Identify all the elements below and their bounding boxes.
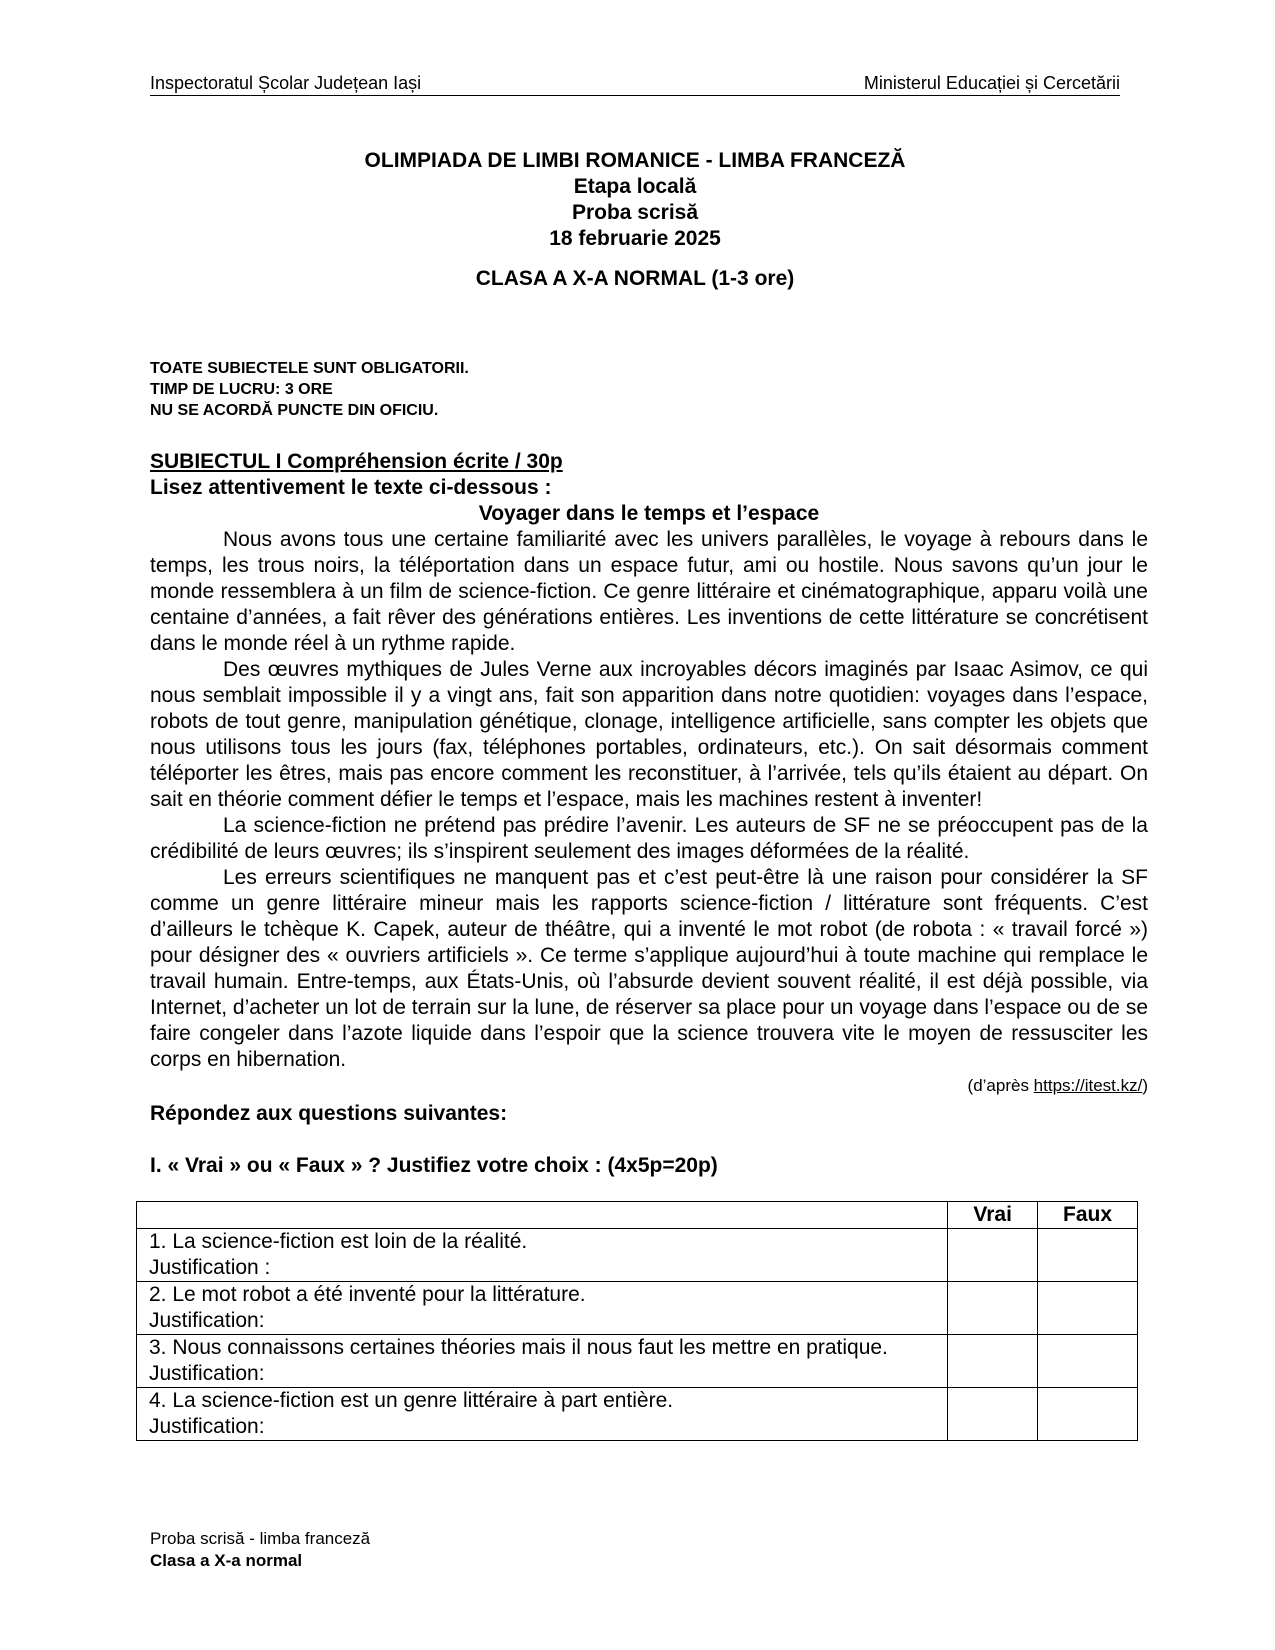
test-type-title: Proba scrisă (571, 201, 699, 224)
faux-cell[interactable] (1038, 1335, 1138, 1388)
subject-title: SUBIECTUL I Compréhension écrite / 30p (150, 450, 563, 473)
exam-date: 18 februarie 2025 (549, 227, 721, 250)
page-footer (150, 1528, 370, 1572)
vrai-cell[interactable] (948, 1229, 1038, 1282)
exam-rules (150, 358, 469, 421)
source-suffix: ) (1142, 1076, 1148, 1095)
justification-label[interactable]: Justification: (149, 1415, 265, 1438)
faux-cell[interactable] (1038, 1229, 1138, 1282)
footer-line-1: Proba scrisă - limba franceză (150, 1529, 371, 1548)
table-header-row (137, 1202, 1138, 1229)
justification-label[interactable]: Justification: (149, 1362, 265, 1385)
part-heading: I. « Vrai » ou « Faux » ? Justifiez votre choix : (4x5p=20p) (150, 1154, 718, 1177)
table-row (137, 1388, 1138, 1441)
text-paragraph: Nous avons tous une certaine familiarité avec les univers parallèles, le voyage à rebours dans le temps, les trous noirs, la téléportation dans un espace futur, ami ou hostile. Nous savons qu’un jour le monde ressemblera à un film de science-fiction. Ce genre littéraire et cinématographique, apparu voilà une centaine d’années, a fait rêver des générations entières. Les inventions de cette littérature se concrétisent dans le monde réel à un rythme rapide. (150, 528, 1148, 655)
vrai-cell[interactable] (948, 1388, 1038, 1441)
olympiad-title: OLIMPIADA DE LIMBI ROMANICE - LIMBA FRANCEZĂ (364, 149, 906, 172)
header-left: Inspectoratul Școlar Județean Iași (150, 73, 422, 93)
stage-title: Etapa locală (573, 175, 697, 198)
source-prefix: (d’après (967, 1076, 1034, 1095)
header-right: Ministerul Educației și Cercetării (863, 73, 1120, 93)
text-source (150, 1075, 1148, 1097)
faux-cell[interactable] (1038, 1282, 1138, 1335)
answer-heading: Répondez aux questions suivantes: (150, 1102, 508, 1125)
exam-titles (150, 148, 1120, 292)
text-paragraph: La science-fiction ne prétend pas prédire l’avenir. Les auteurs de SF ne se préoccupent pas de la crédibilité de leurs œuvres; ils s’inspirent seulement des images déformées de la réalité. (150, 814, 1148, 863)
rule-line: TIMP DE LUCRU: 3 ORE (150, 381, 333, 398)
statement-cell (137, 1335, 948, 1388)
true-false-table (136, 1201, 1138, 1441)
source-link[interactable]: https://itest.kz/ (1033, 1076, 1143, 1095)
subject-section (150, 449, 1148, 1179)
faux-header: Faux (1038, 1202, 1138, 1229)
statement-text: 2. Le mot robot a été inventé pour la littérature. (149, 1283, 586, 1306)
text-paragraph: Les erreurs scientifiques ne manquent pas et c’est peut-être là une raison pour considérer la SF comme un genre littéraire mineur mais les rapports science-fiction / littérature sont fréquents. C’est d’ailleurs le tchèque K. Capek, auteur de théâtre, qui a inventé le mot robot (de robota : « travail forcé ») pour désigner des « ouvriers artificiels ». Ce terme s’applique aujourd’hui à toute machine qui remplace le travail humain. Entre-temps, aux États-Unis, où l’absurde devient souvent réalité, il est déjà possible, via Internet, d’acheter un lot de terrain sur la lune, de réserver sa place pour un voyage dans l’espace ou de se faire congeler dans l’azote liquide dans l’espoir que la science trouvera vite le moyen de ressusciter les corps en hibernation. (150, 866, 1148, 1071)
table-row (137, 1282, 1138, 1335)
table-row (137, 1335, 1138, 1388)
faux-cell[interactable] (1038, 1388, 1138, 1441)
page-header (150, 72, 1120, 96)
vrai-header: Vrai (948, 1202, 1038, 1229)
rule-line: NU SE ACORDĂ PUNCTE DIN OFICIU. (150, 402, 439, 419)
footer-line-2: Clasa a X-a normal (150, 1551, 303, 1570)
statement-text: 4. La science-fiction est un genre littéraire à part entière. (149, 1389, 674, 1412)
statement-cell (137, 1229, 948, 1282)
justification-label[interactable]: Justification : (149, 1256, 271, 1279)
text-title: Voyager dans le temps et l’espace (478, 502, 820, 525)
reading-instruction: Lisez attentivement le texte ci-dessous : (150, 476, 552, 499)
rule-line: TOATE SUBIECTELE SUNT OBLIGATORII. (150, 360, 469, 377)
statement-text: 3. Nous connaissons certaines théories mais il nous faut les mettre en pratique. (149, 1336, 888, 1359)
statement-text: 1. La science-fiction est loin de la réalité. (149, 1230, 528, 1253)
statement-header-cell (137, 1202, 948, 1229)
vrai-cell[interactable] (948, 1335, 1038, 1388)
table-row (137, 1229, 1138, 1282)
statement-cell (137, 1282, 948, 1335)
vrai-cell[interactable] (948, 1282, 1038, 1335)
statement-cell (137, 1388, 948, 1441)
justification-label[interactable]: Justification: (149, 1309, 265, 1332)
text-paragraph: Des œuvres mythiques de Jules Verne aux incroyables décors imaginés par Isaac Asimov, ce qui nous semblait impossible il y a vingt ans, fait son apparition dans notre quotidien: voyages dans l’espace, robots de tout genre, manipulation génétique, clonage, intelligence artificielle, sans compter les objets que nous utilisons tous les jours (fax, téléphones portables, ordinateurs, etc.). On sait désormais comment téléporter les êtres, mais pas encore comment les reconstituer, à l’arrivée, tels qu’ils étaient au départ. On sait en théorie comment défier le temps et l’espace, mais les machines restent à inventer! (150, 658, 1148, 811)
class-title: CLASA A X-A NORMAL (1-3 ore) (475, 267, 795, 290)
